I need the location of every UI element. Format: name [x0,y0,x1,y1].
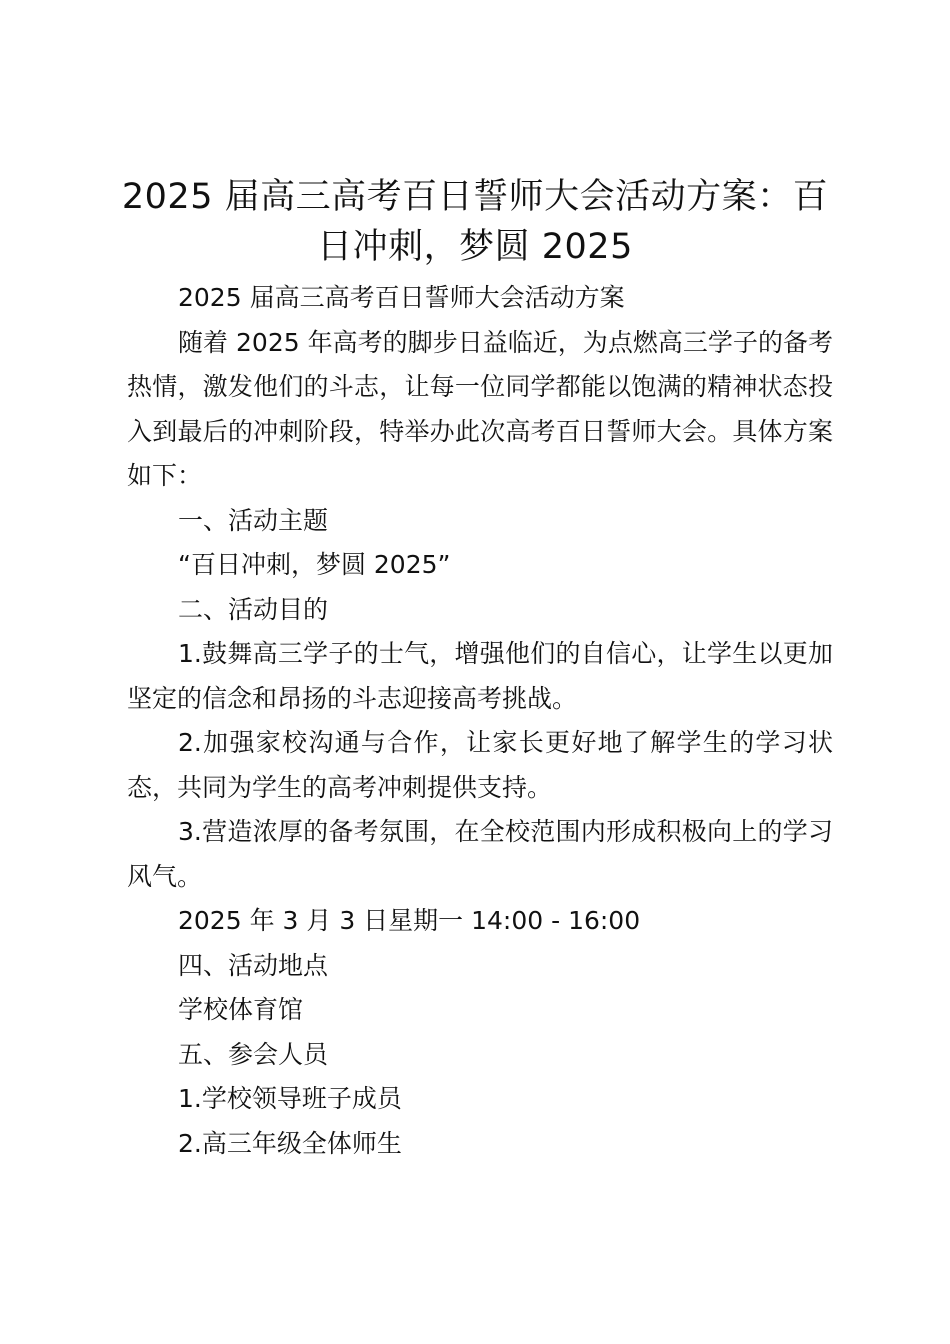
paragraph-purpose-1: 1.鼓舞高三学子的士气，增强他们的自信心，让学生以更加坚定的信念和昂扬的斗志迎接高考挑战。 [127,639,833,713]
document-title: 2025 届高三高考百日誓师大会活动方案：百日冲刺，梦圆 2025 [121,177,829,267]
paragraph-subtitle: 2025 届高三高考百日誓师大会活动方案 [178,283,625,312]
heading-purpose: 二、活动目的 [178,594,329,624]
document-body [127,276,833,1166]
heading-location: 四、活动地点 [178,950,329,980]
heading-attendees: 五、参会人员 [178,1039,329,1069]
paragraph-purpose-2: 2.加强家校沟通与合作，让家长更好地了解学生的学习状态，共同为学生的高考冲刺提供支持。 [127,728,833,802]
paragraph-time: 2025 年 3 月 3 日星期一 14:00 - 16:00 [178,906,641,935]
paragraph-intro: 随着 2025 年高考的脚步日益临近，为点燃高三学子的备考热情，激发他们的斗志，让每一位同学都能以饱满的精神状态投入到最后的冲刺阶段，特举办此次高考百日誓师大会。具体方案如下： [127,327,833,490]
paragraph-theme: “百日冲刺，梦圆 2025” [178,550,451,579]
paragraph-attendees-2: 2.高三年级全体师生 [178,1128,402,1158]
paragraph-location: 学校体育馆 [178,995,304,1024]
heading-theme: 一、活动主题 [178,505,329,535]
paragraph-attendees-1: 1.学校领导班子成员 [178,1084,402,1113]
paragraph-purpose-3: 3.营造浓厚的备考氛围，在全校范围内形成积极向上的学习风气。 [127,817,833,891]
